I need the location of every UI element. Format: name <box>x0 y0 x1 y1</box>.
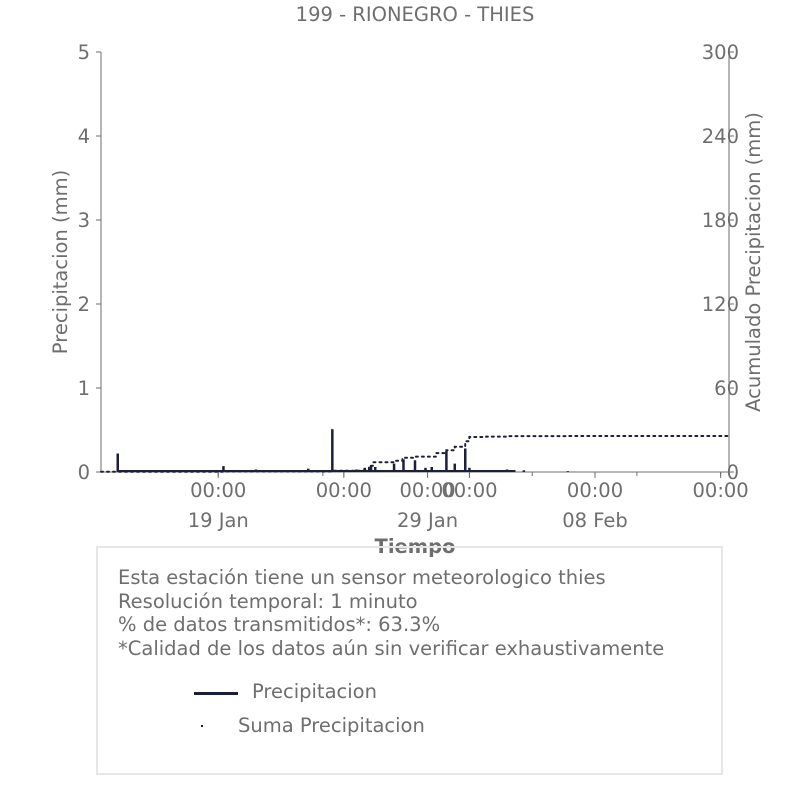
info-line-transmitted: % de datos transmitidos*: 63.3% <box>118 613 441 636</box>
x-tick-label-date: 19 Jan <box>187 509 249 532</box>
info-line-resolution: Resolución temporal: 1 minuto <box>118 589 418 613</box>
y-tick-label-right: 0 <box>726 461 739 484</box>
y-axis-label-left: Precipitacion (mm) <box>49 169 72 355</box>
y-tick-label-right: 300 <box>701 41 739 64</box>
x-tick-label-time: 00:00 <box>441 479 498 502</box>
y-tick-label-right: 240 <box>701 125 739 148</box>
legend-line-icon <box>194 692 238 695</box>
y-tick-label-right: 180 <box>701 209 739 232</box>
x-tick-label-time: 00:00 <box>190 479 247 502</box>
y-tick-label-left: 1 <box>77 377 90 400</box>
chart-title: 199 - RIONEGRO - THIES <box>295 3 535 26</box>
y-tick-label-left: 3 <box>77 209 90 232</box>
y-tick-label-left: 2 <box>77 293 90 316</box>
legend-dot-icon <box>201 725 203 727</box>
info-line-quality: *Calidad de los datos aún sin verificar exhaustivamente <box>118 636 665 660</box>
y-tick-label-left: 5 <box>77 41 90 64</box>
x-tick-label-time: 00:00 <box>399 479 456 502</box>
legend-item-suma: Suma Precipitacion <box>238 714 425 737</box>
precipitation-bars <box>118 429 568 472</box>
y-tick-label-left: 0 <box>77 461 90 484</box>
x-tick-label-date: 29 Jan <box>397 509 459 532</box>
x-axis-label: Tiempo <box>374 535 456 558</box>
y-tick-label-left: 4 <box>77 125 90 148</box>
info-text <box>118 566 664 660</box>
x-tick-label-time: 00:00 <box>566 479 624 502</box>
info-line-sensor: Esta estación tiene un sensor meteorologico thies <box>118 566 606 589</box>
x-tick-label-time: 00:00 <box>315 479 372 502</box>
x-tick-label-time: 00:00 <box>692 479 749 502</box>
legend-item-precipitacion: Precipitacion <box>252 680 377 703</box>
y-tick-label-right: 120 <box>701 293 739 316</box>
y-tick-label-right: 60 <box>714 377 739 400</box>
x-tick-label-date: 08 Feb <box>562 509 628 532</box>
info-box <box>96 546 723 775</box>
y-axis-label-right: Acumulado Precipitacion (mm) <box>742 112 765 412</box>
